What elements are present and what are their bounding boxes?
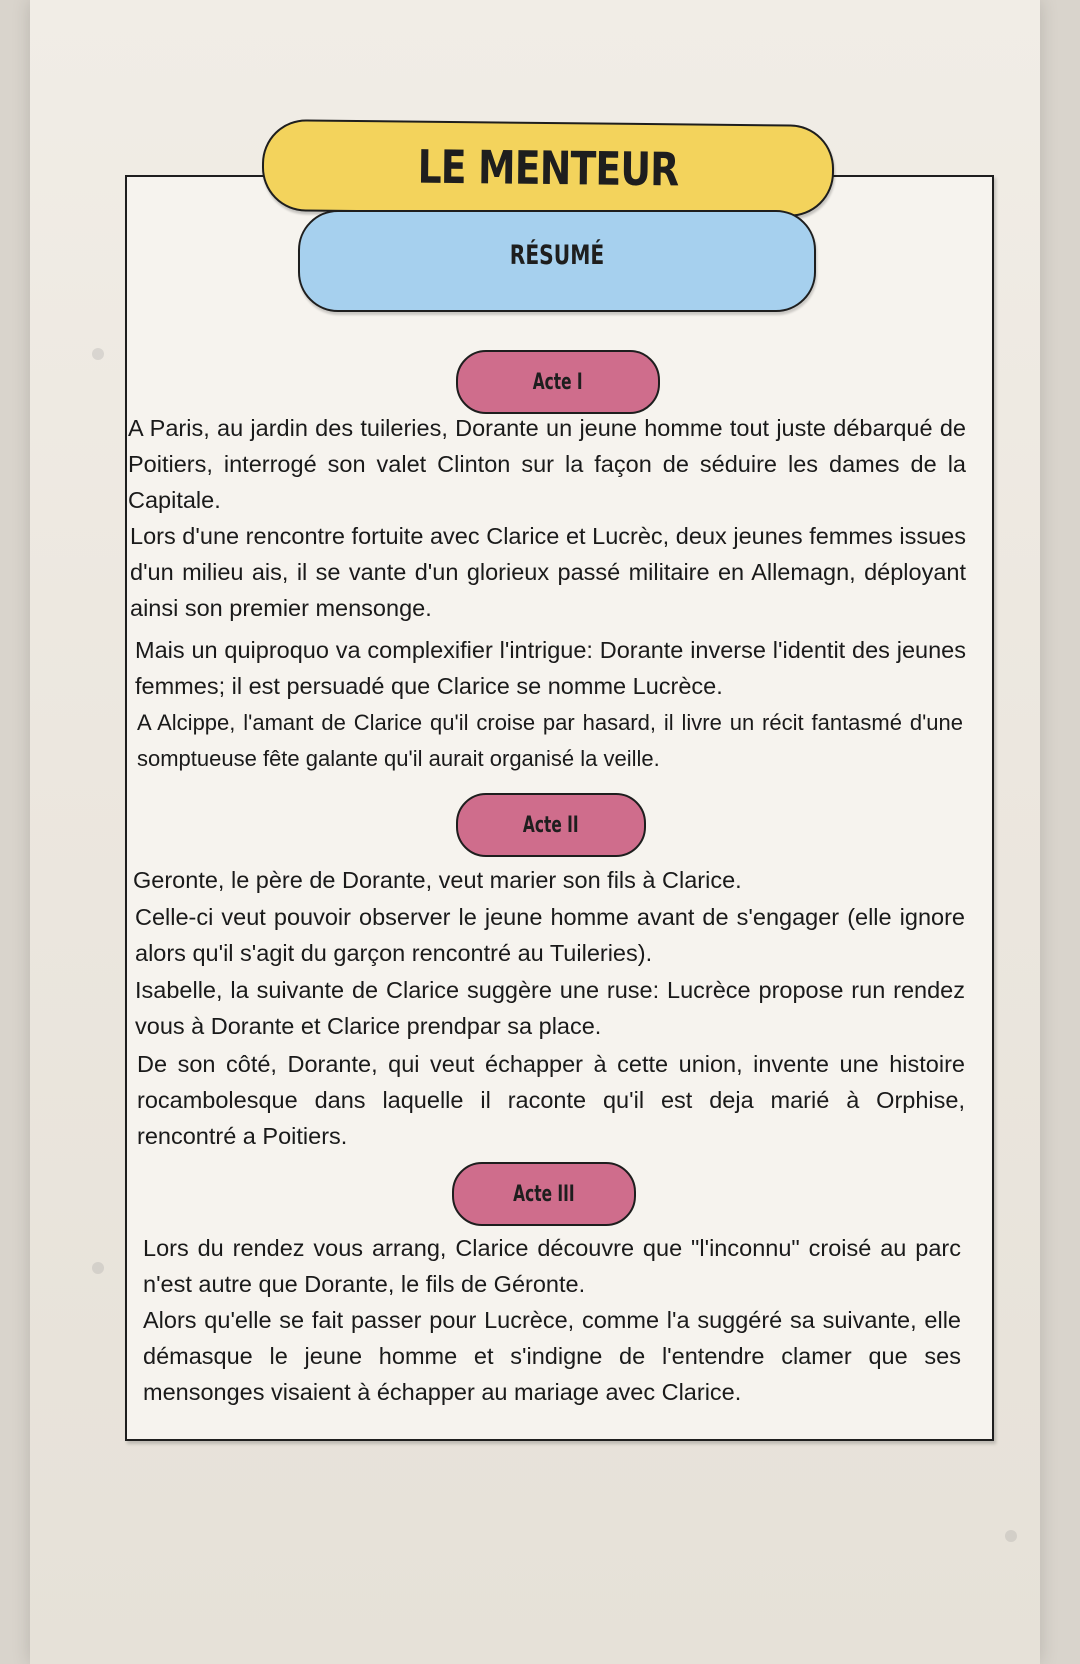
act-1-paragraph: A Alcippe, l'amant de Clarice qu'il croise par hasard, il livre un récit fantasmé d'une somptueuse fête galante qu'il aurait organisé la veille. — [137, 710, 963, 771]
act-2-paragraph: De son côté, Dorante, qui veut échapper à cette union, invente une histoire rocambolesque dans laquelle il raconte qu'il est deja marié à Orphise, rencontré a Poitiers. — [137, 1051, 965, 1149]
subtitle-banner — [298, 210, 816, 312]
act-2-badge — [456, 793, 646, 857]
binder-hole — [1005, 1530, 1017, 1542]
act-3-badge — [452, 1162, 636, 1226]
page-title: LE MENTEUR — [417, 139, 679, 197]
title-banner — [262, 119, 835, 217]
act-1-paragraph: Mais un quiproquo va complexifier l'intrigue: Dorante inverse l'identit des jeunes femmes; il est persuadé que Clarice se nomme Lucrèce. — [135, 637, 966, 699]
act-3-label: Acte III — [513, 1181, 575, 1207]
act-1-label: Acte I — [533, 369, 583, 395]
act-1-paragraph: Lors d'une rencontre fortuite avec Clarice et Lucrèc, deux jeunes femmes issues d'un milieu ais, il se vante d'un glorieux passé militaire en Allemagn, déployant ainsi son premier mensonge. — [130, 523, 966, 621]
page-subtitle: RÉSUMÉ — [509, 240, 605, 271]
act-3-paragraph: Alors qu'elle se fait passer pour Lucrèce, comme l'a suggéré sa suivante, elle démasque le jeune homme et s'indigne de l'entendre clamer que ses mensonges visaient à échapper au mariage avec Clarice. — [143, 1307, 961, 1405]
act-3-paragraph: Lors du rendez vous arrang, Clarice découvre que "l'inconnu" croisé au parc n'est autre que Dorante, le fils de Géronte. — [143, 1235, 961, 1297]
act-2-paragraph: Geronte, le père de Dorante, veut marier son fils à Clarice. — [133, 867, 742, 893]
binder-hole — [92, 1262, 104, 1274]
act-1-paragraph: A Paris, au jardin des tuileries, Dorante un jeune homme tout juste débarqué de Poitiers, interrogé son valet Clinton sur la façon de séduire les dames de la Capitale. — [128, 415, 966, 513]
act-2-paragraph: Celle-ci veut pouvoir observer le jeune homme avant de s'engager (elle ignore alors qu'il s'agit du garçon rencontré au Tuileries). — [135, 904, 965, 966]
act-1-badge — [456, 350, 660, 414]
act-2-paragraph: Isabelle, la suivante de Clarice suggère une ruse: Lucrèce propose run rendez vous à Dorante et Clarice prendpar sa place. — [135, 977, 965, 1039]
act-2-label: Acte II — [523, 812, 579, 838]
binder-hole — [92, 348, 104, 360]
